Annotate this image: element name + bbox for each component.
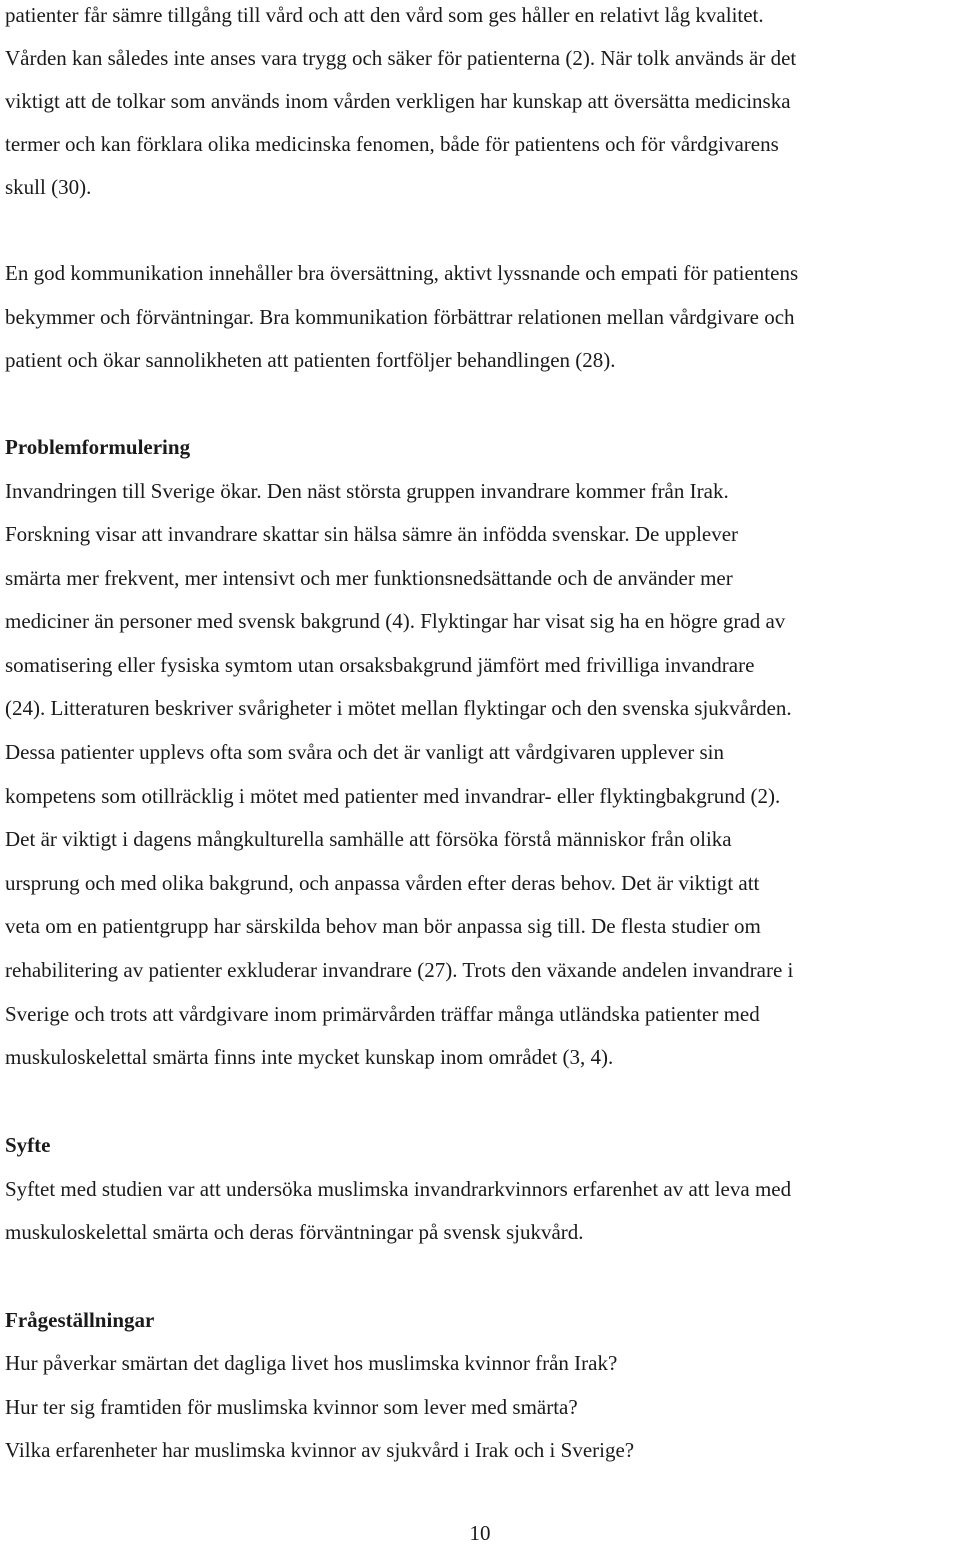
text-line: smärta mer frekvent, mer intensivt och mer funktionsnedsättande och de använder mer [5, 566, 733, 590]
text-line: En god kommunikation innehåller bra översättning, aktivt lyssnande och empati för patientens [5, 261, 799, 285]
text-line: (24). Litteraturen beskriver svårigheter i mötet mellan flyktingar och den svenska sjukvården. [5, 696, 792, 720]
text-line: bekymmer och förväntningar. Bra kommunikation förbättrar relationen mellan vårdgivare och [5, 305, 795, 329]
text-line: muskuloskelettal smärta och deras förväntningar på svensk sjukvård. [5, 1220, 584, 1244]
text-line: patient och ökar sannolikheten att patienten fortföljer behandlingen (28). [5, 348, 616, 372]
text-line: Forskning visar att invandrare skattar sin hälsa sämre än infödda svenskar. De upplever [5, 522, 739, 546]
text-line: Vården kan således inte anses vara trygg och säker för patienterna (2). När tolk används är det [5, 46, 797, 70]
text-line: Syftet med studien var att undersöka muslimska invandrarkvinnors erfarenhet av att leva med [5, 1177, 792, 1201]
text-line: veta om en patientgrupp har särskilda behov man bör anpassa sig till. De flesta studier om [5, 914, 761, 938]
text-line: kompetens som otillräcklig i mötet med patienter med invandrar- eller flyktingbakgrund (2). [5, 784, 781, 808]
text-line: mediciner än personer med svensk bakgrund (4). Flyktingar har visat sig ha en högre grad av [5, 609, 786, 633]
text-line: patienter får sämre tillgång till vård och att den vård som ges håller en relativt låg kvalitet. [5, 3, 764, 27]
question-line: Hur påverkar smärtan det dagliga livet hos muslimska kvinnor från Irak? [5, 1351, 618, 1375]
text-line: somatisering eller fysiska symtom utan orsaksbakgrund jämfört med frivilliga invandrare [5, 653, 755, 677]
section-heading: Frågeställningar [5, 1308, 155, 1332]
page-number: 10 [469, 1521, 491, 1545]
text-line: ursprung och med olika bakgrund, och anpassa vården efter deras behov. Det är viktigt att [5, 871, 760, 895]
text-line: rehabilitering av patienter exkluderar invandrare (27). Trots den växande andelen invandrare i [5, 958, 794, 982]
text-line: viktigt att de tolkar som används inom vården verkligen har kunskap att översätta medicinska [5, 89, 791, 113]
question-line: Hur ter sig framtiden för muslimska kvinnor som lever med smärta? [5, 1395, 578, 1419]
text-line: muskuloskelettal smärta finns inte mycket kunskap inom området (3, 4). [5, 1045, 614, 1069]
text-line: termer och kan förklara olika medicinska fenomen, både för patientens och för vårdgivarens [5, 132, 779, 156]
section-heading: Problemformulering [5, 435, 191, 459]
text-line: Dessa patienter upplevs ofta som svåra och det är vanligt att vårdgivaren upplever sin [5, 740, 725, 764]
text-line: Sverige och trots att vårdgivare inom primärvården träffar många utländska patienter med [5, 1002, 760, 1026]
text-line: skull (30). [5, 175, 92, 199]
text-line: Det är viktigt i dagens mångkulturella samhälle att försöka förstå människor från olika [5, 827, 732, 851]
text-line: Invandringen till Sverige ökar. Den näst största gruppen invandrare kommer från Irak. [5, 479, 729, 503]
section-heading: Syfte [5, 1133, 51, 1157]
question-line: Vilka erfarenheter har muslimska kvinnor av sjukvård i Irak och i Sverige? [5, 1438, 635, 1462]
